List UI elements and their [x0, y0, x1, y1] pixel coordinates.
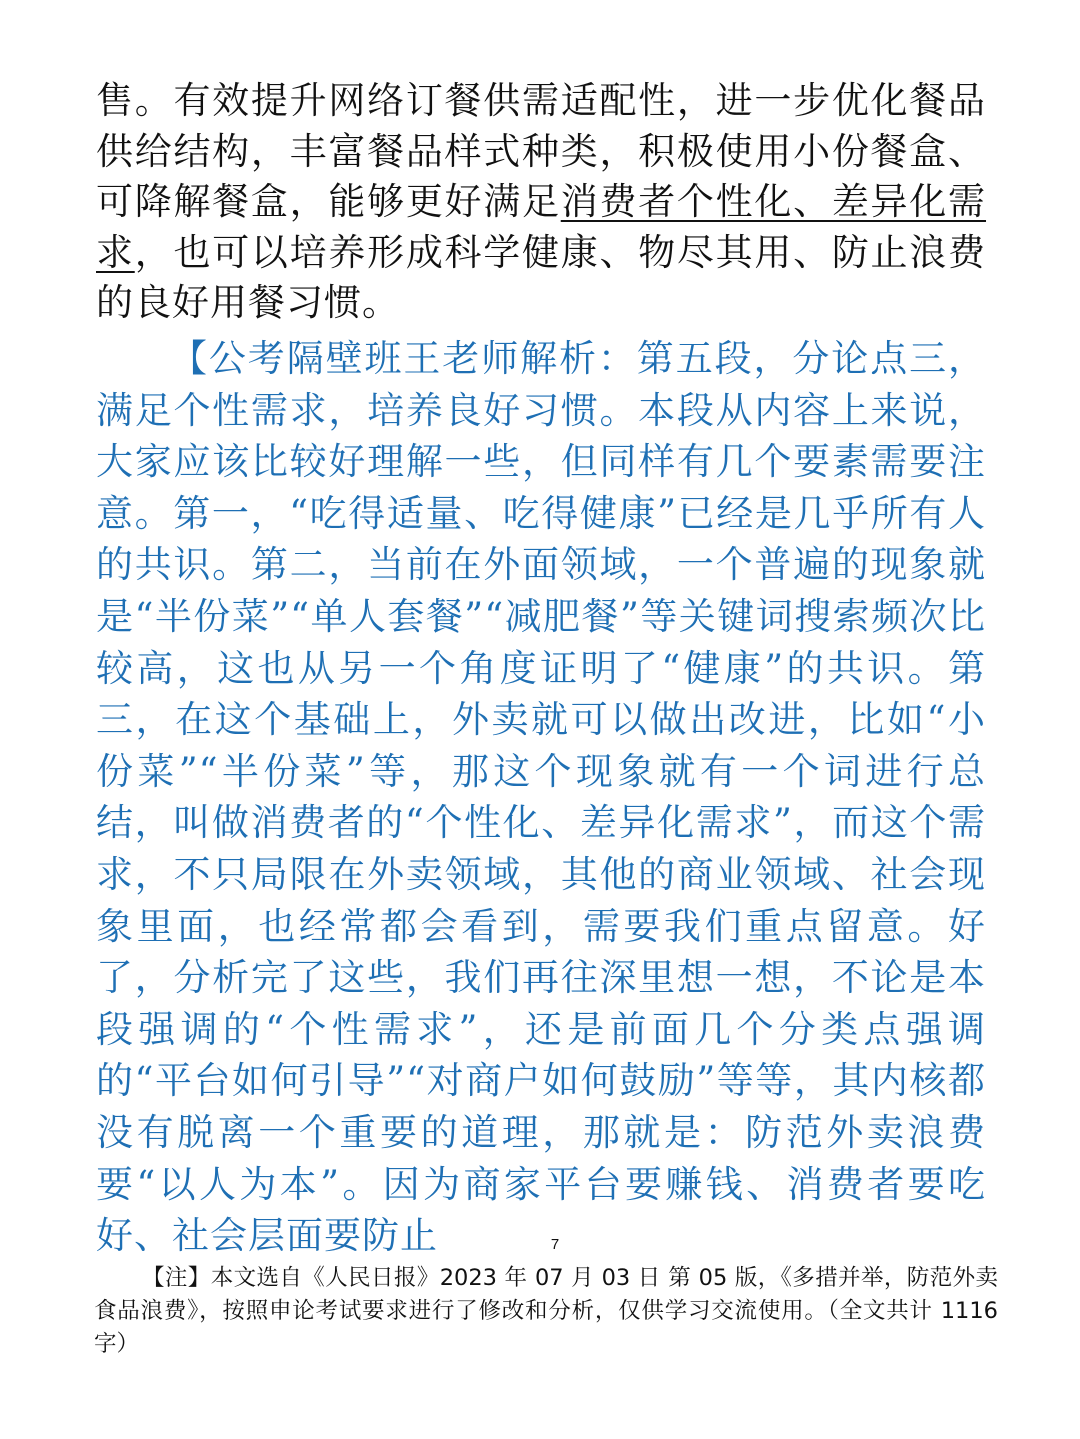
paragraph-text-start: 售。有效提升网络订餐供需适配性，进一步优化餐品供给结构，丰富餐品样式种类，积极使用小份餐盒、可降解餐盒，能够更好满足 — [96, 79, 986, 223]
article-paragraph — [96, 76, 986, 329]
paragraph-text-end: ，也可以培养形成科学健康、物尽其用、防止浪费的良好用餐习惯。 — [96, 230, 987, 324]
page-number: 7 — [550, 1236, 560, 1253]
teacher-analysis-paragraph: 【公考隔壁班王老师解析：第五段，分论点三，满足个性需求，培养良好习惯。本段从内容上来说，大家应该比较好理解一些，但同样有几个要素需要注意。第一，“吃得适量、吃得健康”已经是几乎所有人的共识。第二，当前在外面领域，一个普遍的现象就是“半份菜”“单人套餐”“减肥餐”等关键词搜索频次比较高，这也从另一个角度证明了“健康”的共识。第三，在这个基础上，外卖就可以做出改进，比如“小份菜”“半份菜”等，那这个现象就有一个词进行总结，叫做消费者的“个性化、差异化需求”，而这个需求，不只局限在外卖领域，其他的商业领域、社会现象里面，也经常都会看到，需要我们重点留意。好了，分析完了这些，我们再往深里想一想，不论是本段强调的“个性需求”，还是前面几个分类点强调的“平台如何引导”“对商户如何鼓励”等等，其内核都没有脱离一个重要的道理，那就是：防范外卖浪费要“以人为本”。因为商家平台要赚钱、消费者要吃好、社会层面要防止 — [96, 337, 986, 1258]
source-footnote: 【注】本文选自《人民日报》2023 年 07 月 03 日 第 05 版，《多措并举，防范外卖食品浪费》，按照申论考试要求进行了修改和分析，仅供学习交流使用。（全文共计 1116 字） — [94, 1265, 998, 1357]
underlined-phrase: 消费者个性化、差异化需求 — [96, 180, 987, 274]
